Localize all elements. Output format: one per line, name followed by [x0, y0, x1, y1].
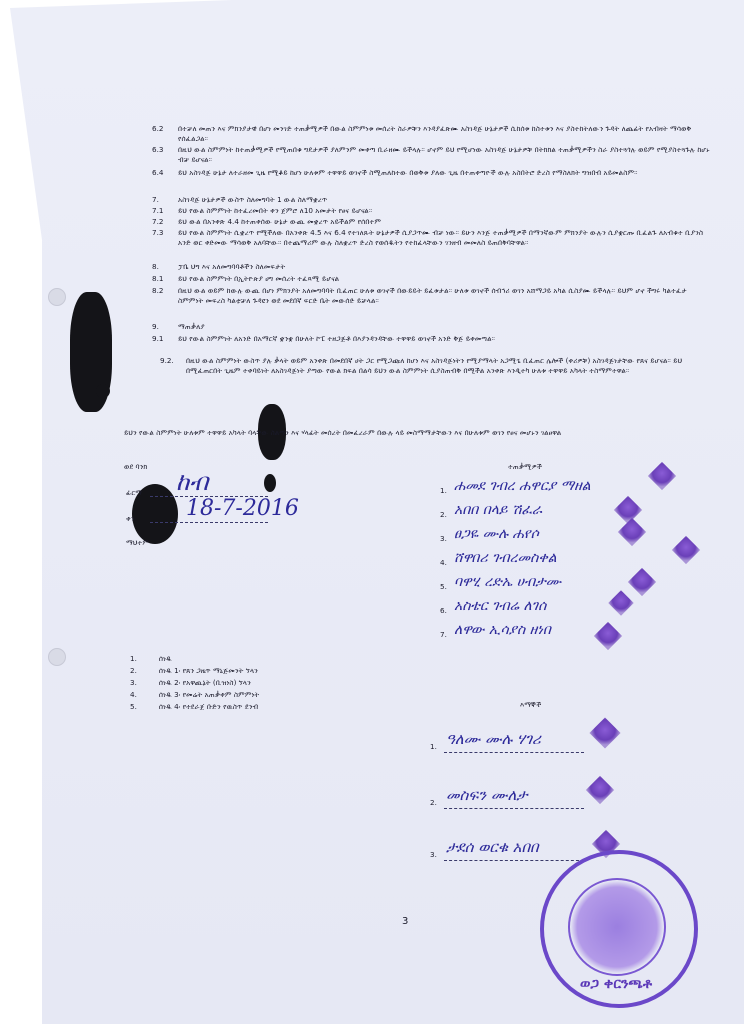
beneficiary-row [440, 550, 690, 570]
clause-7-2: 7.2 ይህ ውል በአንቀጽ 4.4 ከተጠቀሰው ሁኔታ ውጪ መቋረጥ አይችልም የሰበተም [152, 217, 382, 226]
official-seal [540, 850, 698, 1008]
seal-emblem [568, 878, 666, 976]
witness-name: ታደሰ ወርቁ አበበ [446, 838, 539, 856]
clause-9-1: 9.1 ይህ የውል ስምምነት ለአንድ በአማርኛ ቋንቋ በሁለት ኮፒ ተዘጋጅቶ በእያንዳንዳቸው ተዋዋይ ወገኖች አንድ ቅጅ ይቀመጣል። [152, 334, 496, 343]
annex-item: 3. ሰነዱ 2፡ የአዋጪኔት (ቢዝነስ) ኘላን [130, 678, 251, 687]
clause-9-2: 9.2. በዚህ ውል ስምምነት ውስጥ ያሉ ቃላት ወይም አንቀጽ በመደበኛ ሀት ጋር የሚጋጩለ ከሆነ እና አስገዳጅነትን የሚያማላት አጋሚጌ ቢፈጠር ሌሎች (ቀሪዎቹ) አስገዳጅነታቸው የጸና ይሆናል። ይህ በሚፈጠርበት ጊዜም ተቀባይነት ለአስገዳጅነት ያጣው የውል ክፍል በልሳ ይህን ውል ስምምነት ሲያስጠብቅ በሚችል አንቀጽ እንዲተካ ሁለቱ ተዋዋይ አካላት ተስማምተዋል። [160, 356, 683, 376]
punch-hole [48, 288, 66, 306]
witness-name: ዓለሙ ሙሉ ሃገሪ [446, 730, 541, 748]
date-line [150, 522, 268, 523]
witnesses-heading: እማኞች [520, 700, 542, 709]
annex-item: 1. ሰነዱ [130, 654, 172, 663]
page-number: 3 [402, 916, 409, 927]
beneficiary-name: ለዋው ኢሳያስ ዘነበ [454, 622, 551, 638]
beneficiary-number: 5. [440, 582, 447, 591]
clause-8-2: 8.2 በዚህ ውል ወይም ከውሉ ውጪ በሆነ ምክንያት አለመግባባት ቢፈጠር ሁለቱ ወገኖች በውይይት ይፈቱታል። ሁለቱ ወገኖች ሰብኅሪ ወገን አሸማጋይ አካል ሲስያሙ ይችላሉ። ይህም ሆኖ ችግሩ ካልተፈታ ስምምነት መፍረስ ካልቲቻለ ጉዳዩን ወደ መደበኛ ፍርድ ቤት መውሰድ ይቻላል። [152, 286, 687, 306]
ink-stain [264, 474, 276, 492]
signature-label: ፊርማ [126, 488, 143, 497]
beneficiaries-heading: ተጠቃሚዎች [508, 462, 542, 471]
witness-number: 3. [430, 850, 437, 859]
clause-7-1: 7.1 ይህ የውል ስምምነት ከተፈረመበት ቀን ጀምሮ ለ10 አመታት የፀና ይሆናል። [152, 206, 373, 215]
clause-6-3: 6.3 በዚህ ውል ስምምነት ከተጠቃሚዎች የሚጠበቁ ግዴታዎች ያለምንም መቀጣ ቢራዘሙ ይችላሉ። ሆኖም ይህ የሚሆነው አስገዳጅ ሁኔታዎቹ በትክክል ተጠቃሚዎችን ስራ ያስተጓጎሉ ወይም የሚያስተጓጉሉ ከሆኑ ብቻ ይሆናል። [152, 145, 710, 165]
witness-name: መስፍን ሙለታ [446, 786, 528, 804]
annex-item: 4. ሰነዱ 3፡ የመሬት አጠቃቀም ስምምነት [130, 690, 260, 699]
witness-line [444, 860, 584, 861]
clause-6-4: 6.4 ይህ አስገዳጅ ሁኔታ ለተራዘመ ጊዜ የሚቆይ ከሆነ ሁለቱም ተዋዋይ ወገኖች ስሚጠለከተው በወቅቱ ያለው ጊዜ በተጠቀጣዮች ውሉ አስበትሮ ድረስ የማስለክት ግዝበብ አይመልስም። [152, 168, 638, 177]
witness-line [444, 808, 584, 809]
bank-signature: ከብ [176, 468, 209, 496]
clause-8: 8. ፓቤ ህግ እና አለመግባባቶችን ስለመፍታት [152, 262, 286, 271]
witness-line [444, 752, 584, 753]
clause-7: 7. አስገዳጅ ሁኔታዎች ውስጥ ስለመግባት 1 ውል ስለማቋረጥ [152, 195, 328, 204]
beneficiary-name: ፀጋዬ ሙሉ ሐየሶ [454, 526, 539, 542]
beneficiary-row [440, 526, 690, 546]
annex-item: 2. ሰነዱ 1፡ የጸን ጋዜጥ ማኒጅመንት ኘላን [130, 666, 258, 675]
beneficiary-name: አስቴር ገብሬ ለገሰ [454, 598, 547, 614]
beneficiary-name: አበበ በላይ ሽፈራ [454, 502, 542, 518]
beneficiary-number: 4. [440, 558, 447, 567]
witness-row [430, 786, 590, 810]
beneficiary-name: ሸዋበሪ ገብረመስቀል [454, 550, 557, 566]
clause-6-2: 6.2 በተቻለ መጠን እና ምክንያታዊ በሆነ መንገድ ተጠቃሚዎች በውል ስምምነቱ መሰረት ስራዎቹን እንዳያፈጽሙ አስገዳጅ ሁኔታዎች ሲከሰቱ ከስተቱን እና ያስተከትለውን ጉዳት ለጨፊት የአብዛት ማሳወቅ የሰፈልጋል። [152, 124, 692, 144]
witness-number: 1. [430, 742, 437, 751]
seal-text: ወጋ ቀርንጫቶ [580, 976, 653, 992]
beneficiary-row [440, 502, 690, 522]
beneficiary-number: 2. [440, 510, 447, 519]
punch-hole [48, 648, 66, 666]
beneficiary-name: ባዋሂ ረድኤ ሀብታሙ [454, 574, 562, 590]
clause-7-3: 7.3 ይህ የውል ስምምነት ሲቋረጥ የሚችለው በአንቀጽ 4.5 እና 6.4 የተገለጹት ሁኔታዎች ሲያጋጥሙ ብቻ ነው። ይሁን እንጅ ተጠቃሚዎች በማንኛውም ምክንያት ውሉን ሲያቋርጡ ቢፈልጉ ለአብቁተ ቢያንስ አንድ ወር ቀድመው ማሳወቅ አለባቸው። በተጨማሪም ውሉ ስለቋረጥ ድረስ የወሰዱትን የተከፈላቸውን ገንዘብ መመለስ ይጠበቅባቸዋል። [152, 228, 704, 248]
beneficiary-number: 3. [440, 534, 447, 543]
beneficiary-number: 1. [440, 486, 447, 495]
beneficiary-row [440, 622, 690, 642]
clause-9: 9. ማጠቃለያ [152, 322, 205, 331]
declaration-text: ይህን የውል ስምምነት ሁለቱም ተዋዋይ አካላት ባላቸው ስልጣን እና ሃላፊት መሰረት በመፈረራም በውሉ ላይ መስማማታቸውን እና በሁለቱም ወገን የፀና መሆኑን ገልፀዋል [124, 428, 562, 437]
witness-row [430, 838, 590, 862]
seal-label: ማህተም [126, 538, 150, 547]
date-label: ቀን [126, 514, 135, 523]
annex-item: 5. ሰነዱ 4፡ የተደራጀ ቡድን የዉስጥ ደንብ [130, 702, 259, 711]
witness-number: 2. [430, 798, 437, 807]
beneficiary-number: 7. [440, 630, 447, 639]
beneficiary-number: 6. [440, 606, 447, 615]
witness-row [430, 730, 590, 754]
beneficiary-name: ሐመደ ገብረ ሐዋርያ ማዘል [454, 478, 591, 494]
ink-stain [96, 384, 110, 398]
clause-8-1: 8.1 ይህ የውል ስምምነት በኢትዮጵያ ሀግ መሰረት ተፈጻሚ ይሆናል [152, 274, 340, 283]
handwritten-date: 18-7-2016 [186, 496, 299, 521]
beneficiary-row [440, 598, 690, 618]
bank-heading: ወደ ባንክ [124, 462, 148, 471]
